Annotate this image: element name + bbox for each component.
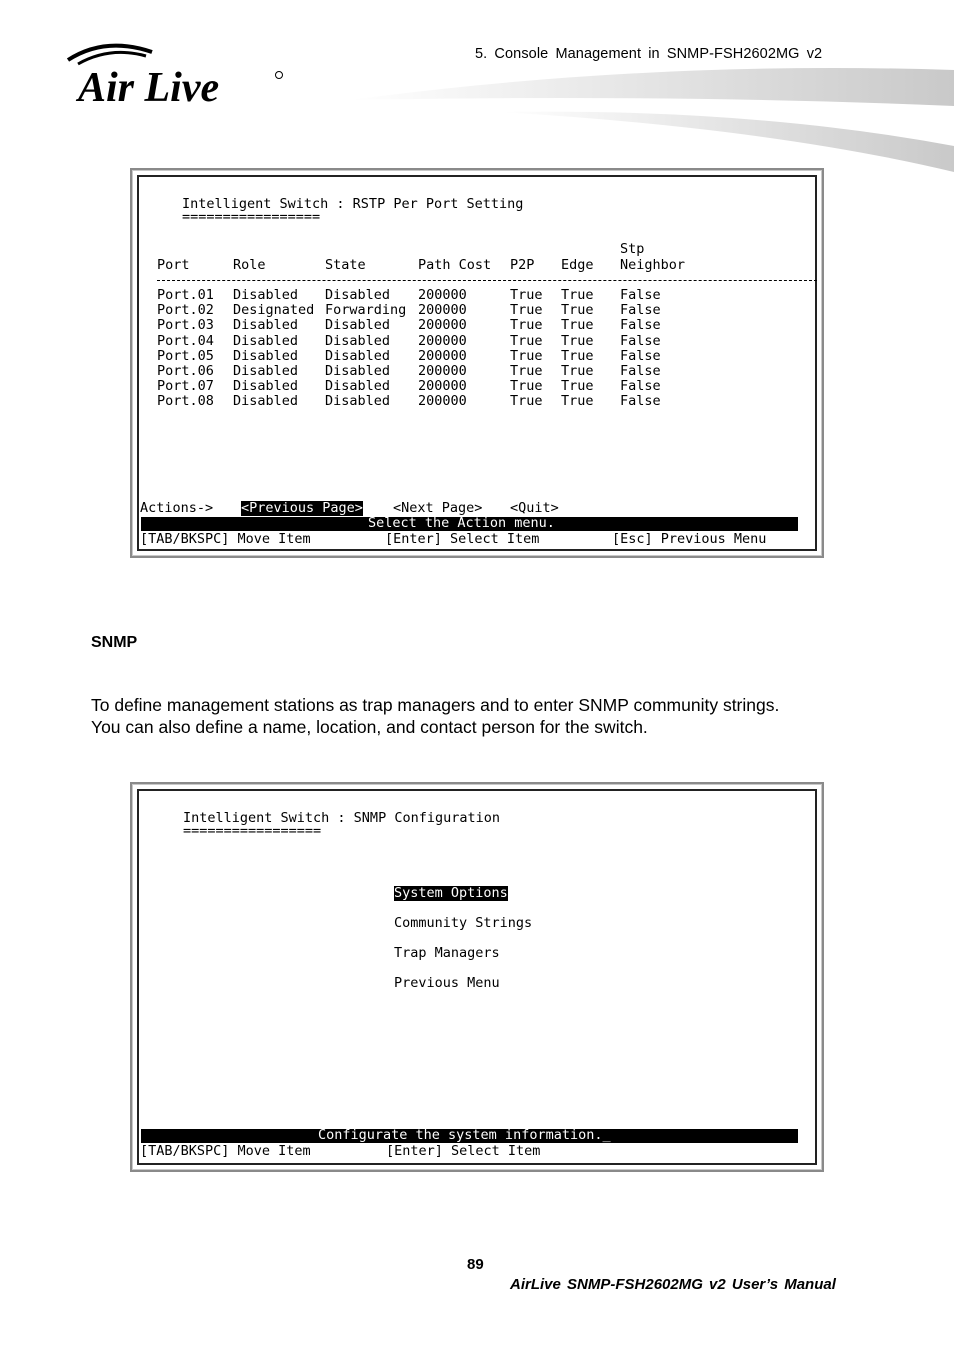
table-cell-port: Port.06 bbox=[157, 363, 214, 379]
table-cell-role: Disabled bbox=[233, 393, 299, 410]
table-cell-state: Disabled bbox=[325, 378, 391, 395]
table-cell-edge: True bbox=[561, 332, 594, 349]
table-cell-path-cost: 200000 bbox=[418, 363, 467, 379]
table-cell-role: Disabled bbox=[233, 287, 299, 303]
status-bar bbox=[141, 517, 798, 531]
help-previous-menu: [Esc] Previous Menu bbox=[612, 531, 767, 547]
table-cell-p2p: True bbox=[510, 332, 543, 349]
table-cell-edge: True bbox=[561, 363, 594, 379]
menu-item-previous-menu[interactable]: Previous Menu bbox=[394, 975, 500, 991]
table-cell-role: Disabled bbox=[233, 317, 299, 334]
table-cell-path-cost: 200000 bbox=[418, 317, 467, 334]
table-cell-edge: True bbox=[561, 378, 594, 395]
table-cell-port: Port.07 bbox=[157, 378, 214, 395]
status-bar bbox=[141, 1129, 798, 1143]
next-page-action[interactable]: <Next Page> bbox=[393, 500, 483, 516]
table-cell-stp-neighbor: False bbox=[620, 393, 661, 410]
column-header-state: State bbox=[325, 257, 366, 273]
table-cell-port: Port.08 bbox=[157, 393, 214, 410]
table-cell-state: Disabled bbox=[325, 287, 391, 303]
header-swoosh-decoration bbox=[350, 66, 954, 176]
table-cell-edge: True bbox=[561, 287, 594, 303]
table-cell-state: Disabled bbox=[325, 393, 391, 410]
title-underline: ================= bbox=[183, 823, 322, 839]
section-heading: SNMP bbox=[91, 634, 138, 651]
column-header-p2p: P2P bbox=[510, 257, 535, 273]
table-cell-role: Disabled bbox=[233, 363, 299, 379]
table-cell-path-cost: 200000 bbox=[418, 393, 467, 410]
table-cell-port: Port.03 bbox=[157, 317, 214, 334]
table-cell-stp-neighbor: False bbox=[620, 317, 661, 334]
chapter-title: 5. Console Management in SNMP-FSH2602MG v2 bbox=[475, 46, 823, 62]
table-cell-stp-neighbor: False bbox=[620, 347, 661, 364]
page-number: 89 bbox=[467, 1256, 484, 1273]
help-select-item: [Enter] Select Item bbox=[386, 1143, 541, 1159]
table-cell-stp-neighbor: False bbox=[620, 332, 661, 349]
logo-wordmark: Air Live bbox=[78, 65, 220, 110]
status-message: Configurate the system information._ bbox=[318, 1127, 611, 1143]
table-cell-role: Disabled bbox=[233, 332, 299, 349]
table-cell-stp-neighbor: False bbox=[620, 287, 661, 303]
table-cell-port: Port.04 bbox=[157, 332, 214, 349]
table-cell-edge: True bbox=[561, 302, 594, 319]
table-cell-stp-neighbor: False bbox=[620, 302, 661, 319]
table-cell-state: Disabled bbox=[325, 363, 391, 379]
table-cell-edge: True bbox=[561, 317, 594, 334]
table-cell-stp-neighbor: False bbox=[620, 378, 661, 395]
table-cell-port: Port.05 bbox=[157, 347, 214, 364]
section-paragraph-line-1: To define management stations as trap managers and to enter SNMP community strings. bbox=[91, 695, 780, 715]
table-cell-state: Disabled bbox=[325, 347, 391, 364]
actions-label: Actions-> bbox=[140, 500, 214, 516]
table-cell-p2p: True bbox=[510, 287, 543, 303]
column-header-stp-neighbor: Neighbor bbox=[620, 257, 686, 273]
table-cell-edge: True bbox=[561, 347, 594, 364]
table-cell-state: Disabled bbox=[325, 332, 391, 349]
column-header-path-cost: Path Cost bbox=[418, 257, 492, 273]
help-move-item: [TAB/BKSPC] Move Item bbox=[140, 1143, 311, 1159]
table-cell-p2p: True bbox=[510, 378, 543, 395]
column-header-stp-top: Stp bbox=[620, 241, 645, 257]
status-message: Select the Action menu. bbox=[368, 515, 555, 531]
manual-title: AirLive SNMP-FSH2602MG v2 User’s Manual bbox=[510, 1276, 836, 1293]
menu-item-community-strings[interactable]: Community Strings bbox=[394, 915, 533, 931]
table-cell-path-cost: 200000 bbox=[418, 378, 467, 395]
table-cell-role: Disabled bbox=[233, 378, 299, 395]
table-cell-stp-neighbor: False bbox=[620, 363, 661, 379]
title-underline: ================= bbox=[182, 209, 321, 225]
column-header-edge: Edge bbox=[561, 257, 594, 273]
menu-item-trap-managers[interactable]: Trap Managers bbox=[394, 945, 500, 961]
airlive-logo bbox=[60, 40, 290, 110]
table-cell-state: Forwarding bbox=[325, 302, 407, 319]
section-paragraph-line-2: You can also define a name, location, and contact person for the switch. bbox=[91, 717, 648, 737]
header-divider bbox=[157, 280, 817, 281]
table-cell-path-cost: 200000 bbox=[418, 347, 467, 364]
help-move-item: [TAB/BKSPC] Move Item bbox=[140, 531, 311, 547]
previous-page-action[interactable]: <Previous Page> bbox=[241, 500, 363, 516]
rstp-console-screen bbox=[130, 168, 824, 558]
help-select-item: [Enter] Select Item bbox=[385, 531, 540, 547]
column-header-role: Role bbox=[233, 257, 266, 273]
table-cell-port: Port.02 bbox=[157, 302, 214, 319]
table-cell-path-cost: 200000 bbox=[418, 332, 467, 349]
table-cell-p2p: True bbox=[510, 317, 543, 334]
snmp-console-screen bbox=[130, 782, 824, 1172]
table-cell-p2p: True bbox=[510, 363, 543, 379]
table-cell-role: Disabled bbox=[233, 347, 299, 364]
table-cell-p2p: True bbox=[510, 302, 543, 319]
quit-action[interactable]: <Quit> bbox=[510, 500, 559, 516]
table-cell-p2p: True bbox=[510, 347, 543, 364]
table-cell-path-cost: 200000 bbox=[418, 302, 467, 319]
table-cell-path-cost: 200000 bbox=[418, 287, 467, 303]
table-cell-role: Designated bbox=[233, 302, 315, 319]
table-cell-port: Port.01 bbox=[157, 287, 214, 303]
column-header-port: Port bbox=[157, 257, 190, 273]
screen-title: Intelligent Switch : SNMP Configuration bbox=[183, 810, 500, 826]
table-cell-state: Disabled bbox=[325, 317, 391, 334]
menu-item-system-options[interactable]: System Options bbox=[394, 885, 508, 901]
table-cell-edge: True bbox=[561, 393, 594, 410]
table-cell-p2p: True bbox=[510, 393, 543, 410]
screen-title: Intelligent Switch : RSTP Per Port Setting bbox=[182, 196, 524, 212]
